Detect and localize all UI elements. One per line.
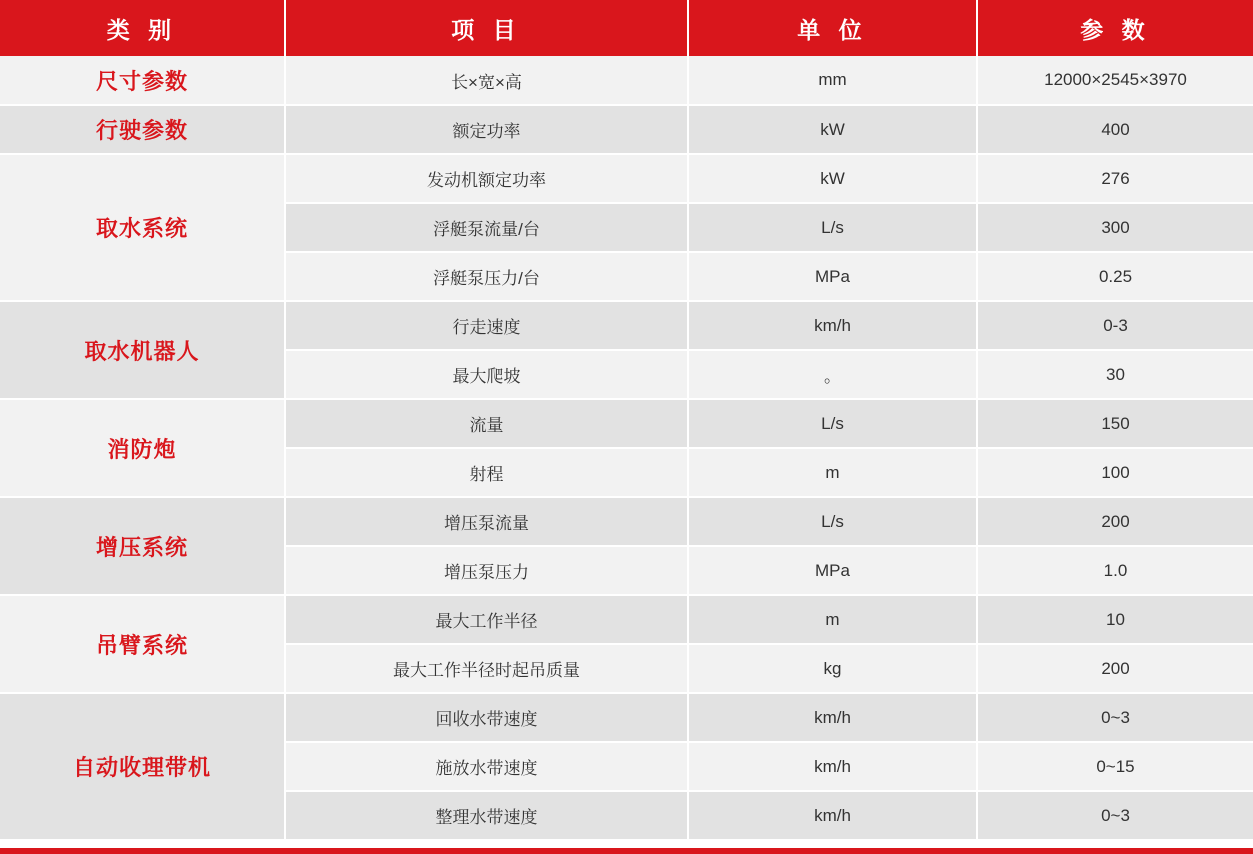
- table-row: [0, 56, 1253, 105]
- table-row: [0, 497, 1253, 546]
- table-row: [0, 105, 1253, 154]
- cell-item: 增压泵压力: [285, 546, 688, 595]
- cell-unit: km/h: [688, 742, 977, 791]
- cell-parameter: 200: [977, 497, 1253, 546]
- cell-unit: m: [688, 595, 977, 644]
- header-category: 类 别: [0, 0, 285, 56]
- cell-category: 消防炮: [0, 399, 285, 497]
- cell-item: 整理水带速度: [285, 791, 688, 840]
- cell-parameter: 1.0: [977, 546, 1253, 595]
- cell-item: 浮艇泵流量/台: [285, 203, 688, 252]
- cell-category: 取水机器人: [0, 301, 285, 399]
- cell-category: 尺寸参数: [0, 56, 285, 105]
- cell-unit: km/h: [688, 301, 977, 350]
- cell-unit: km/h: [688, 693, 977, 742]
- cell-item: 施放水带速度: [285, 742, 688, 791]
- cell-unit: kg: [688, 644, 977, 693]
- cell-category: 增压系统: [0, 497, 285, 595]
- cell-unit: L/s: [688, 497, 977, 546]
- cell-category: 取水系统: [0, 154, 285, 301]
- cell-parameter: 30: [977, 350, 1253, 399]
- cell-unit: m: [688, 448, 977, 497]
- cell-parameter: 200: [977, 644, 1253, 693]
- cell-unit: L/s: [688, 399, 977, 448]
- cell-unit: L/s: [688, 203, 977, 252]
- cell-item: 长×宽×高: [285, 56, 688, 105]
- cell-parameter: 0.25: [977, 252, 1253, 301]
- table-row: [0, 693, 1253, 742]
- cell-parameter: 0~15: [977, 742, 1253, 791]
- header-row: [0, 0, 1253, 56]
- cell-parameter: 100: [977, 448, 1253, 497]
- cell-category: 吊臂系统: [0, 595, 285, 693]
- cell-item: 增压泵流量: [285, 497, 688, 546]
- cell-parameter: 10: [977, 595, 1253, 644]
- cell-parameter: 300: [977, 203, 1253, 252]
- header-parameter: 参 数: [977, 0, 1253, 56]
- cell-unit: 。: [688, 350, 977, 399]
- table-body: [0, 56, 1253, 840]
- cell-item: 最大工作半径时起吊质量: [285, 644, 688, 693]
- cell-parameter: 12000×2545×3970: [977, 56, 1253, 105]
- cell-parameter: 400: [977, 105, 1253, 154]
- table-header: [0, 0, 1253, 56]
- cell-item: 射程: [285, 448, 688, 497]
- table-row: [0, 399, 1253, 448]
- table-row: [0, 595, 1253, 644]
- cell-category: 自动收理带机: [0, 693, 285, 840]
- cell-item: 流量: [285, 399, 688, 448]
- cell-unit: kW: [688, 154, 977, 203]
- cell-parameter: 0~3: [977, 791, 1253, 840]
- cell-unit: mm: [688, 56, 977, 105]
- header-unit: 单 位: [688, 0, 977, 56]
- cell-parameter: 0~3: [977, 693, 1253, 742]
- table-row: [0, 301, 1253, 350]
- table-row: [0, 154, 1253, 203]
- cell-item: 最大爬坡: [285, 350, 688, 399]
- cell-parameter: 150: [977, 399, 1253, 448]
- cell-unit: MPa: [688, 546, 977, 595]
- cell-item: 行走速度: [285, 301, 688, 350]
- cell-parameter: 0-3: [977, 301, 1253, 350]
- cell-item: 最大工作半径: [285, 595, 688, 644]
- cell-unit: MPa: [688, 252, 977, 301]
- header-item: 项 目: [285, 0, 688, 56]
- cell-item: 浮艇泵压力/台: [285, 252, 688, 301]
- cell-item: 额定功率: [285, 105, 688, 154]
- cell-item: 回收水带速度: [285, 693, 688, 742]
- footer-accent-bar: [0, 848, 1253, 854]
- cell-item: 发动机额定功率: [285, 154, 688, 203]
- cell-unit: km/h: [688, 791, 977, 840]
- cell-parameter: 276: [977, 154, 1253, 203]
- cell-category: 行驶参数: [0, 105, 285, 154]
- cell-unit: kW: [688, 105, 977, 154]
